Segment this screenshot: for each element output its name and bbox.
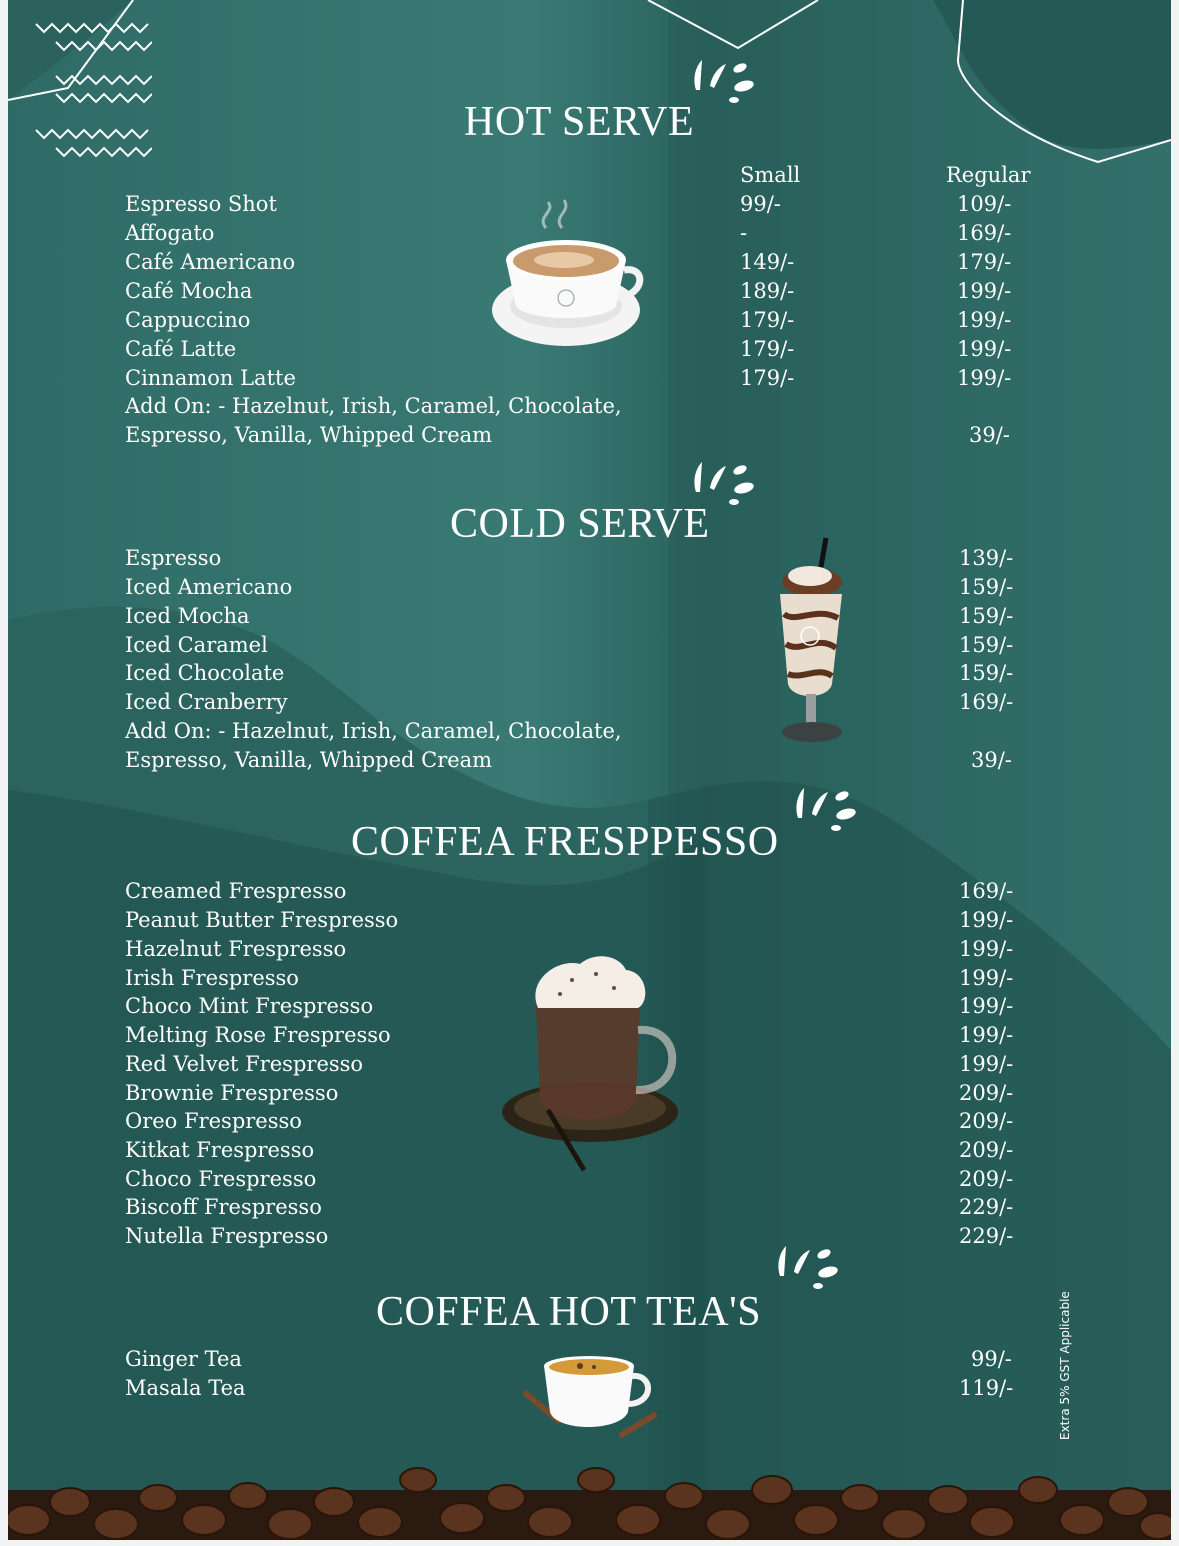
frespresso-title: COFFEA FRESPPESSO	[351, 819, 779, 865]
addon-line: Espresso, Vanilla, Whipped Cream	[125, 423, 493, 447]
item-price: 199/-	[959, 1052, 1014, 1076]
item-price: 229/-	[959, 1195, 1014, 1219]
item-price: 199/-	[959, 908, 1014, 932]
list-item: Choco Mint Frespresso	[125, 994, 374, 1018]
regular-price: 199/-	[957, 279, 1012, 303]
addon-line: Espresso, Vanilla, Whipped Cream	[125, 748, 493, 772]
small-price: 179/-	[740, 366, 795, 390]
list-item: Creamed Frespresso	[125, 879, 347, 903]
hot-serve-title: HOT SERVE	[464, 99, 695, 145]
list-item: Cinnamon Latte	[125, 366, 296, 390]
item-price: 119/-	[959, 1376, 1014, 1400]
item-price: 199/-	[959, 994, 1014, 1018]
small-price: 149/-	[740, 250, 795, 274]
list-item: Cappuccino	[125, 308, 251, 332]
menu-page	[8, 0, 1171, 1540]
frespresso-mug-image	[498, 950, 684, 1176]
coffee-cup-image	[486, 198, 646, 350]
regular-price: 199/-	[957, 337, 1012, 361]
iced-drink-image	[766, 534, 856, 750]
addon-price: 39/-	[969, 423, 1010, 447]
column-regular-header: Regular	[946, 163, 1031, 187]
item-price: 209/-	[959, 1138, 1014, 1162]
regular-price: 169/-	[957, 221, 1012, 245]
addon-price: 39/-	[971, 748, 1012, 772]
cold-serve-title: COLD SERVE	[450, 501, 710, 547]
addon-line: Add On: - Hazelnut, Irish, Caramel, Chocolate,	[125, 394, 622, 418]
splash-icon	[790, 784, 862, 836]
small-price: 189/-	[740, 279, 795, 303]
item-price: 199/-	[959, 966, 1014, 990]
item-price: 209/-	[959, 1081, 1014, 1105]
list-item: Ginger Tea	[125, 1347, 242, 1371]
list-item: Café Americano	[125, 250, 296, 274]
item-price: 209/-	[959, 1109, 1014, 1133]
list-item: Iced Caramel	[125, 633, 268, 657]
tea-cup-image	[520, 1352, 660, 1442]
addon-line: Add On: - Hazelnut, Irish, Caramel, Chocolate,	[125, 719, 622, 743]
list-item: Masala Tea	[125, 1376, 246, 1400]
list-item: Brownie Frespresso	[125, 1081, 339, 1105]
splash-icon	[688, 56, 760, 108]
item-price: 99/-	[971, 1347, 1012, 1371]
list-item: Peanut Butter Frespresso	[125, 908, 399, 932]
splash-icon	[772, 1242, 844, 1294]
list-item: Espresso Shot	[125, 192, 277, 216]
coffee-beans-image	[8, 1440, 1171, 1540]
item-price: 199/-	[959, 1023, 1014, 1047]
list-item: Iced Cranberry	[125, 690, 288, 714]
list-item: Red Velvet Frespresso	[125, 1052, 364, 1076]
item-price: 159/-	[959, 633, 1014, 657]
list-item: Iced Americano	[125, 575, 293, 599]
column-small-header: Small	[740, 163, 801, 187]
gst-note: Extra 5% GST Applicable	[1058, 1291, 1072, 1440]
small-price: 179/-	[740, 337, 795, 361]
item-price: 169/-	[959, 690, 1014, 714]
item-price: 159/-	[959, 661, 1014, 685]
list-item: Iced Chocolate	[125, 661, 285, 685]
regular-price: 199/-	[957, 366, 1012, 390]
list-item: Nutella Frespresso	[125, 1224, 329, 1248]
item-price: 229/-	[959, 1224, 1014, 1248]
zigzag-icon	[32, 18, 152, 158]
regular-price: 179/-	[957, 250, 1012, 274]
item-price: 169/-	[959, 879, 1014, 903]
list-item: Kitkat Frespresso	[125, 1138, 315, 1162]
list-item: Espresso	[125, 546, 222, 570]
small-price: -	[740, 221, 748, 245]
item-price: 199/-	[959, 937, 1014, 961]
list-item: Affogato	[125, 221, 215, 245]
hot-teas-title: COFFEA HOT TEA'S	[376, 1289, 762, 1335]
small-price: 99/-	[740, 192, 781, 216]
list-item: Oreo Frespresso	[125, 1109, 302, 1133]
list-item: Irish Frespresso	[125, 966, 299, 990]
regular-price: 109/-	[957, 192, 1012, 216]
regular-price: 199/-	[957, 308, 1012, 332]
item-price: 139/-	[959, 546, 1014, 570]
list-item: Café Latte	[125, 337, 237, 361]
list-item: Melting Rose Frespresso	[125, 1023, 391, 1047]
list-item: Biscoff Frespresso	[125, 1195, 322, 1219]
item-price: 159/-	[959, 604, 1014, 628]
list-item: Iced Mocha	[125, 604, 250, 628]
list-item: Choco Frespresso	[125, 1167, 317, 1191]
list-item: Hazelnut Frespresso	[125, 937, 347, 961]
item-price: 159/-	[959, 575, 1014, 599]
item-price: 209/-	[959, 1167, 1014, 1191]
small-price: 179/-	[740, 308, 795, 332]
list-item: Café Mocha	[125, 279, 253, 303]
